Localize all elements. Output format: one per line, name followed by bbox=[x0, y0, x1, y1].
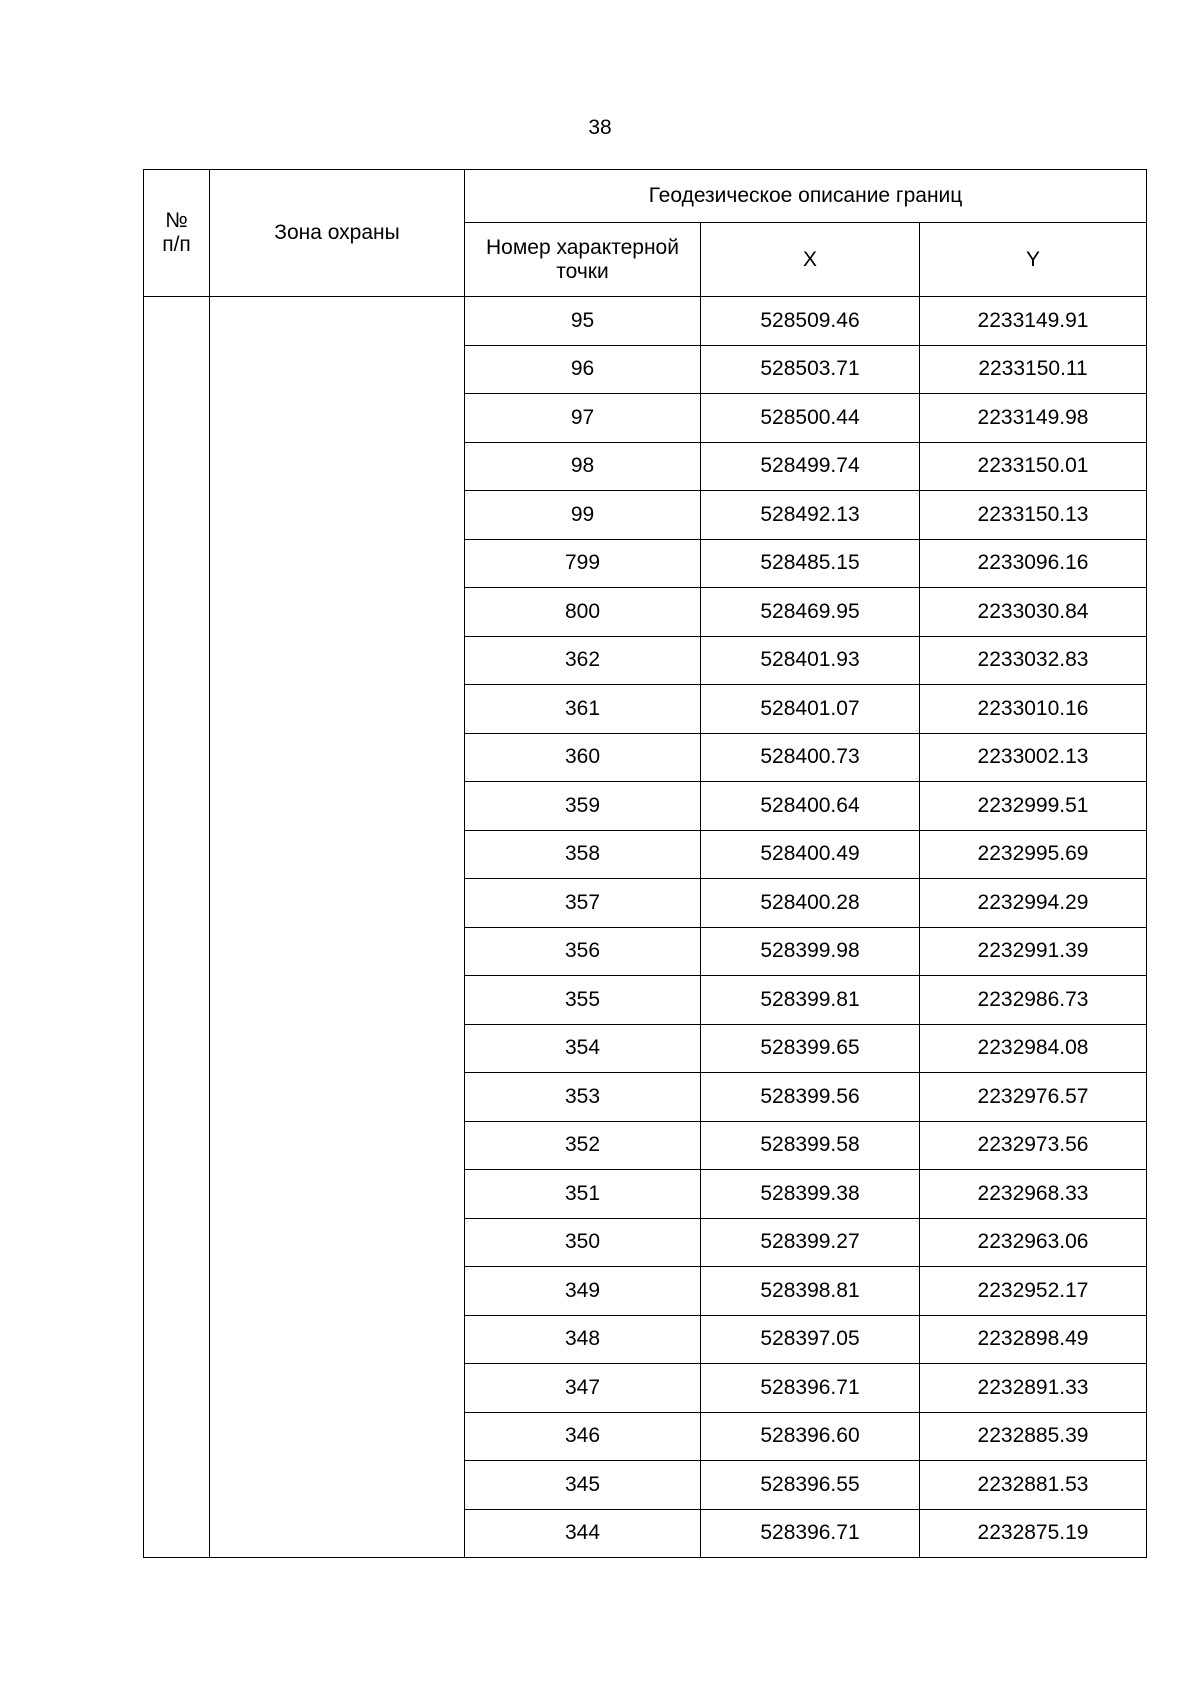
point-number-cell: 95 bbox=[465, 297, 701, 346]
point-number-cell: 97 bbox=[465, 394, 701, 443]
point-number-cell: 345 bbox=[465, 1461, 701, 1510]
y-label: Y bbox=[1026, 247, 1041, 271]
y-coordinate-cell: 2233149.91 bbox=[920, 297, 1147, 346]
x-coordinate-cell: 528396.71 bbox=[701, 1364, 920, 1413]
x-coordinate-cell: 528492.13 bbox=[701, 491, 920, 540]
column-header-number bbox=[144, 170, 210, 297]
point-number-cell: 358 bbox=[465, 830, 701, 879]
x-coordinate-cell: 528485.15 bbox=[701, 539, 920, 588]
point-number-cell: 96 bbox=[465, 345, 701, 394]
x-coordinate-cell: 528400.73 bbox=[701, 733, 920, 782]
point-number-cell: 354 bbox=[465, 1024, 701, 1073]
y-coordinate-cell: 2233032.83 bbox=[920, 636, 1147, 685]
x-coordinate-cell: 528500.44 bbox=[701, 394, 920, 443]
y-coordinate-cell: 2232976.57 bbox=[920, 1073, 1147, 1122]
point-number-cell: 353 bbox=[465, 1073, 701, 1122]
y-coordinate-cell: 2232995.69 bbox=[920, 830, 1147, 879]
x-coordinate-cell: 528499.74 bbox=[701, 442, 920, 491]
x-coordinate-cell: 528399.58 bbox=[701, 1121, 920, 1170]
point-number-cell: 361 bbox=[465, 685, 701, 734]
y-coordinate-cell: 2232891.33 bbox=[920, 1364, 1147, 1413]
column-header-geo-description bbox=[465, 170, 1147, 223]
point-number-cell: 98 bbox=[465, 442, 701, 491]
y-coordinate-cell: 2233010.16 bbox=[920, 685, 1147, 734]
x-coordinate-cell: 528503.71 bbox=[701, 345, 920, 394]
point-number-cell: 359 bbox=[465, 782, 701, 831]
x-coordinate-cell: 528399.56 bbox=[701, 1073, 920, 1122]
y-coordinate-cell: 2233150.01 bbox=[920, 442, 1147, 491]
x-coordinate-cell: 528401.07 bbox=[701, 685, 920, 734]
y-coordinate-cell: 2232999.51 bbox=[920, 782, 1147, 831]
point-number-cell: 356 bbox=[465, 927, 701, 976]
y-coordinate-cell: 2232973.56 bbox=[920, 1121, 1147, 1170]
point-number-cell: 344 bbox=[465, 1509, 701, 1558]
y-coordinate-cell: 2233149.98 bbox=[920, 394, 1147, 443]
point-number-cell: 800 bbox=[465, 588, 701, 637]
x-coordinate-cell: 528396.71 bbox=[701, 1509, 920, 1558]
x-coordinate-cell: 528396.55 bbox=[701, 1461, 920, 1510]
zone-cell bbox=[210, 297, 465, 1558]
y-coordinate-cell: 2232994.29 bbox=[920, 879, 1147, 928]
point-number-cell: 350 bbox=[465, 1218, 701, 1267]
zone-header-label: Зона охраны bbox=[274, 221, 400, 244]
column-header-y bbox=[920, 223, 1147, 297]
column-header-x bbox=[701, 223, 920, 297]
table-body bbox=[144, 297, 1147, 1558]
point-number-cell: 99 bbox=[465, 491, 701, 540]
x-coordinate-cell: 528400.28 bbox=[701, 879, 920, 928]
point-number-cell: 349 bbox=[465, 1267, 701, 1316]
column-header-zone bbox=[210, 170, 465, 297]
x-coordinate-cell: 528399.81 bbox=[701, 976, 920, 1025]
column-header-point-number bbox=[465, 223, 701, 297]
x-coordinate-cell: 528399.38 bbox=[701, 1170, 920, 1219]
x-coordinate-cell: 528396.60 bbox=[701, 1412, 920, 1461]
point-number-label: Номер характерной точки bbox=[486, 235, 679, 283]
point-number-cell: 352 bbox=[465, 1121, 701, 1170]
x-coordinate-cell: 528400.64 bbox=[701, 782, 920, 831]
y-coordinate-cell: 2233150.13 bbox=[920, 491, 1147, 540]
point-number-cell: 346 bbox=[465, 1412, 701, 1461]
y-coordinate-cell: 2232968.33 bbox=[920, 1170, 1147, 1219]
x-coordinate-cell: 528509.46 bbox=[701, 297, 920, 346]
x-coordinate-cell: 528400.49 bbox=[701, 830, 920, 879]
row-number-cell bbox=[144, 297, 210, 1558]
point-number-cell: 355 bbox=[465, 976, 701, 1025]
y-coordinate-cell: 2233002.13 bbox=[920, 733, 1147, 782]
point-number-cell: 360 bbox=[465, 733, 701, 782]
y-coordinate-cell: 2233150.11 bbox=[920, 345, 1147, 394]
x-coordinate-cell: 528469.95 bbox=[701, 588, 920, 637]
number-sign: № bbox=[165, 209, 188, 232]
x-coordinate-cell: 528401.93 bbox=[701, 636, 920, 685]
point-number-cell: 348 bbox=[465, 1315, 701, 1364]
point-number-cell: 799 bbox=[465, 539, 701, 588]
y-coordinate-cell: 2232952.17 bbox=[920, 1267, 1147, 1316]
y-coordinate-cell: 2232984.08 bbox=[920, 1024, 1147, 1073]
y-coordinate-cell: 2232885.39 bbox=[920, 1412, 1147, 1461]
point-number-cell: 357 bbox=[465, 879, 701, 928]
table-row bbox=[144, 297, 1147, 346]
x-coordinate-cell: 528398.81 bbox=[701, 1267, 920, 1316]
y-coordinate-cell: 2233096.16 bbox=[920, 539, 1147, 588]
geo-description-label: Геодезическое описание границ bbox=[648, 184, 963, 207]
y-coordinate-cell: 2232991.39 bbox=[920, 927, 1147, 976]
number-abbreviation: п/п bbox=[162, 233, 191, 256]
y-coordinate-cell: 2233030.84 bbox=[920, 588, 1147, 637]
y-coordinate-cell: 2232881.53 bbox=[920, 1461, 1147, 1510]
x-coordinate-cell: 528399.27 bbox=[701, 1218, 920, 1267]
page-number: 38 bbox=[588, 116, 612, 139]
x-coordinate-cell: 528397.05 bbox=[701, 1315, 920, 1364]
point-number-cell: 362 bbox=[465, 636, 701, 685]
point-number-cell: 351 bbox=[465, 1170, 701, 1219]
x-label: X bbox=[802, 247, 817, 271]
point-number-cell: 347 bbox=[465, 1364, 701, 1413]
geodesic-boundary-table bbox=[143, 169, 1147, 1558]
x-coordinate-cell: 528399.98 bbox=[701, 927, 920, 976]
y-coordinate-cell: 2232986.73 bbox=[920, 976, 1147, 1025]
y-coordinate-cell: 2232898.49 bbox=[920, 1315, 1147, 1364]
x-coordinate-cell: 528399.65 bbox=[701, 1024, 920, 1073]
y-coordinate-cell: 2232963.06 bbox=[920, 1218, 1147, 1267]
y-coordinate-cell: 2232875.19 bbox=[920, 1509, 1147, 1558]
